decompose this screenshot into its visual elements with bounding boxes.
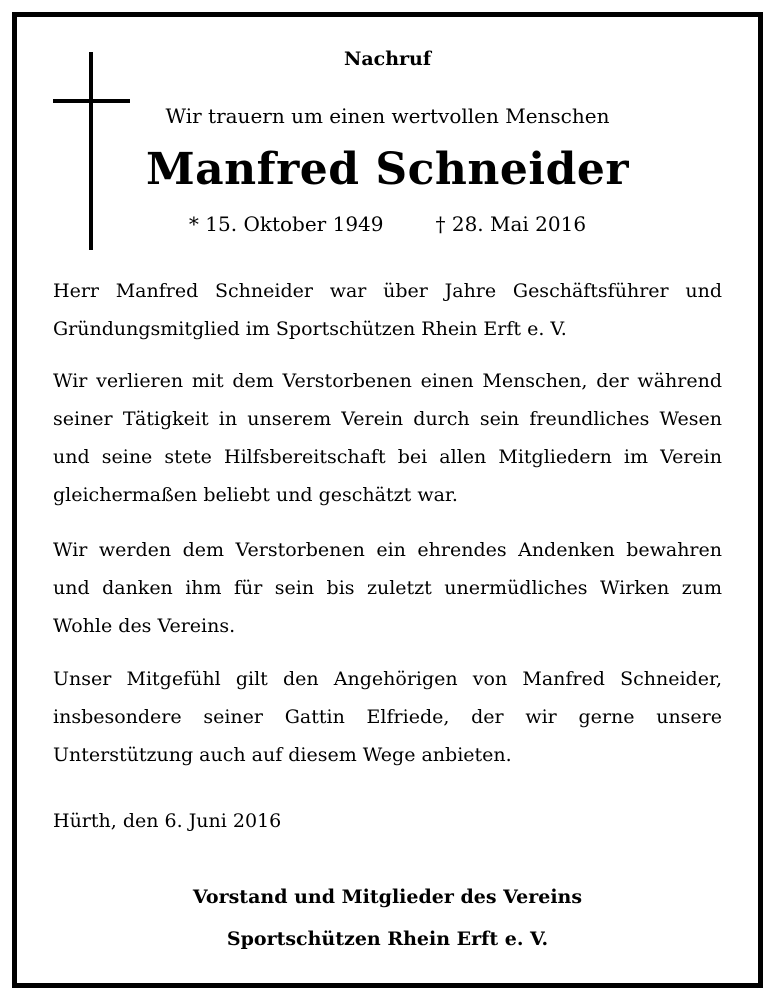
cross-icon-bar: [53, 99, 130, 103]
signature-line-1: Vorstand und Mitglieder des Vereins: [192, 886, 583, 908]
paragraph-text: Herr Manfred Schneider war über Jahre Geschäftsführer und Gründungsmitglied im Sportschützen Rhein Erft e. V.: [53, 280, 722, 340]
paragraph-text: Unser Mitgefühl gilt den Angehörigen von Manfred Schneider, insbesondere seiner Gattin Elfriede, der wir gerne unsere Unterstützung auch auf diesem Wege anbieten.: [53, 668, 722, 766]
signature-line-2: Sportschützen Rhein Erft e. V.: [226, 928, 549, 950]
life-dates: [0, 212, 775, 236]
obituary-heading: Nachruf: [343, 48, 432, 70]
paragraph: [53, 362, 722, 521]
deceased-name: Manfred Schneider: [145, 144, 630, 195]
obituary-subtitle: Wir trauern um einen wertvollen Menschen: [165, 104, 610, 128]
paragraph: [53, 660, 722, 781]
paragraph: [53, 531, 722, 652]
paragraph-text: Wir werden dem Verstorbenen ein ehrendes Andenken bewahren und danken ihm für sein bis zuletzt unermüdliches Wirken zum Wohle des Vereins.: [53, 539, 722, 637]
death-date: † 28. Mai 2016: [435, 212, 587, 236]
birth-date: * 15. Oktober 1949: [188, 212, 384, 236]
paragraph: [53, 272, 722, 355]
place-date: Hürth, den 6. Juni 2016: [53, 810, 282, 832]
paragraph-text: Wir verlieren mit dem Verstorbenen einen Menschen, der während seiner Tätigkeit in unserem Verein durch sein freundliches Wesen und seine stete Hilfsbereitschaft bei allen Mitgliedern im Verein gleichermaßen beliebt und geschätzt war.: [53, 370, 722, 506]
